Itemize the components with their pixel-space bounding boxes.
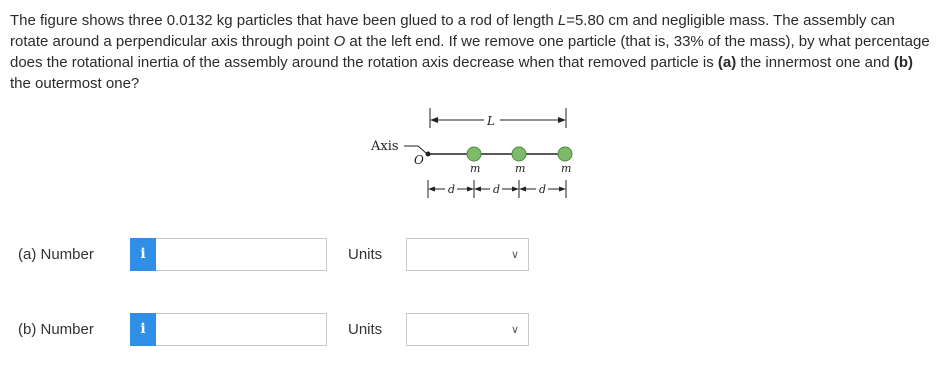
chevron-down-icon: ∨ — [510, 247, 519, 261]
spacing-label-3: d — [539, 183, 547, 196]
question-part: at the left end. If we remove one particle (that is, 33% of the mass), by what percentage does the rotational inertia of the assembly around the rotation axis decrease when that removed particle is — [10, 33, 930, 71]
answer-a-units-select[interactable] — [406, 238, 529, 271]
answer-row-b — [18, 312, 529, 346]
answer-b-units-select[interactable] — [406, 313, 529, 346]
particle-middle — [512, 147, 526, 161]
answer-b-units-label: Units — [348, 320, 383, 338]
spacing-label-2: d — [493, 183, 501, 196]
info-icon[interactable]: i — [130, 313, 156, 346]
length-label: L — [487, 114, 495, 128]
rod-particles-figure — [360, 100, 600, 210]
answer-row-a — [18, 237, 529, 271]
answer-b-label: (b) Number — [18, 320, 94, 338]
variable-L: L — [557, 12, 567, 29]
part-b-tag: (b) — [893, 54, 914, 71]
mass-label-3: m — [561, 162, 572, 175]
spacing-label-1: d — [448, 183, 456, 196]
variable-O: O — [333, 33, 346, 50]
mass-label-2: m — [515, 162, 526, 175]
answer-a-units-label: Units — [348, 245, 383, 263]
question-part: The figure shows three 0.0132 kg particles that have been glued to a rod of length — [10, 12, 558, 29]
particle-inner — [467, 147, 481, 161]
pivot-point — [426, 152, 431, 157]
answer-a-label: (a) Number — [18, 245, 94, 263]
origin-label: O — [414, 153, 424, 167]
question-part: the innermost one and — [736, 54, 894, 71]
axis-label: Axis — [371, 139, 399, 154]
particle-outer — [558, 147, 572, 161]
part-a-tag: (a) — [717, 54, 737, 71]
info-icon[interactable]: i — [130, 238, 156, 271]
answer-a-number-input[interactable] — [156, 238, 327, 271]
question-part: the outermost one? — [10, 75, 140, 92]
chevron-down-icon: ∨ — [510, 322, 519, 336]
answer-b-number-input[interactable] — [156, 313, 327, 346]
question-part: =5.80 cm and negligible mass. The assembly can rotate around a perpendicular axis through point — [10, 12, 895, 50]
question-text — [10, 10, 930, 94]
mass-label-1: m — [470, 162, 481, 175]
